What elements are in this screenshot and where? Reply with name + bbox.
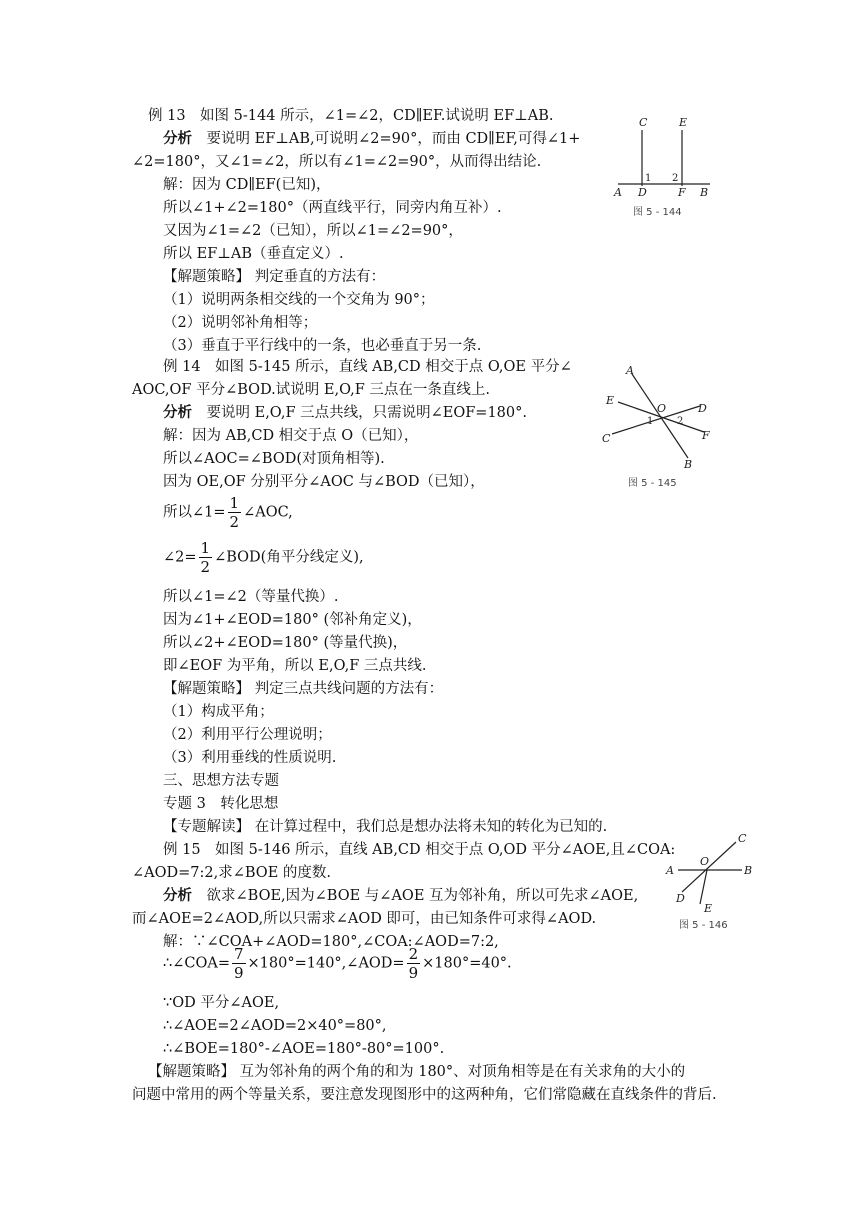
- line-text: 要说明 E,O,F 三点共线，只需说明∠EOF=180°.: [192, 405, 527, 421]
- text-line: [163, 610, 422, 630]
- line-text: 因为∠1+∠EOD=180° (邻补角定义)，: [163, 612, 422, 628]
- label-a: A: [614, 186, 622, 199]
- line-text: 即∠EOF 为平角，所以 E,O,F 三点共线.: [163, 658, 427, 674]
- text-line: [132, 152, 541, 172]
- label-d: D: [676, 892, 685, 905]
- label-f: F: [678, 186, 686, 199]
- line-text: ∴∠BOE=180°-∠AOE=180°-80°=100°.: [163, 1041, 445, 1057]
- denominator: 2: [229, 513, 240, 531]
- label-d: D: [638, 186, 647, 199]
- line-text: 解：因为 AB,CD 相交于点 O（已知），: [163, 428, 419, 444]
- label-c: C: [738, 832, 747, 845]
- fraction-half: [228, 494, 242, 531]
- figure-5-144: [610, 112, 715, 207]
- line-text: 【专题解读】 在计算过程中，我们总是想办法将未知的转化为已知的.: [163, 819, 608, 835]
- line-text: 【解题策略】 互为邻补角的两个角的和为 180°、对顶角相等是在有关求角的大小的: [148, 1064, 686, 1080]
- line-text: 【解题策略】 判定三点共线问题的方法有：: [163, 681, 444, 697]
- label-angle-2: 2: [672, 173, 679, 184]
- eq2-prefix: ∠2=: [163, 549, 197, 566]
- denominator: 2: [200, 558, 211, 576]
- caption-5-144: 图 5 - 144: [633, 207, 682, 218]
- text-line: [148, 1062, 685, 1082]
- label-c: C: [602, 432, 611, 445]
- line-text: ∠AOD=7:2,求∠BOE 的度数.: [132, 865, 331, 881]
- eq3-prefix: ∴∠COA=: [163, 955, 230, 972]
- line-text: 因为 OE,OF 分别平分∠AOC 与∠BOD（已知），: [163, 474, 485, 490]
- eq1-prefix: 所以∠1=: [163, 504, 226, 521]
- numerator: 2: [408, 945, 419, 963]
- eq2-suffix: ∠BOD(角平分线定义),: [214, 549, 364, 566]
- label-e: E: [606, 394, 615, 407]
- text-line: [163, 129, 580, 149]
- text-line: [148, 106, 554, 126]
- label-d: D: [698, 402, 707, 415]
- text-line: [163, 198, 502, 218]
- line-text: 专题 3 转化思想: [163, 796, 279, 812]
- fraction-half: [199, 539, 213, 576]
- text-line: [163, 656, 427, 676]
- text-line: [163, 748, 336, 768]
- line-text: 解：因为 CD∥EF(已知)，: [163, 177, 331, 193]
- text-line: [163, 633, 407, 653]
- eq3-suffix: ×180°=40°.: [422, 955, 512, 972]
- line-text: 【解题策略】 判定垂直的方法有：: [163, 269, 386, 285]
- line-text: 而∠AOE=2∠AOD,所以只需求∠AOD 即可，由已知条件可求得∠AOD.: [132, 911, 597, 927]
- analysis-label: 分析: [163, 404, 192, 421]
- line-text: 问题中常用的两个等量关系，要注意发现图形中的这两种角，它们常隐藏在直线条件的背后.: [132, 1087, 717, 1103]
- text-line: [163, 725, 332, 745]
- label-angle-1: 1: [645, 173, 652, 184]
- line-text: ∵OD 平分∠AOE,: [163, 995, 280, 1011]
- line-text: （1）说明两条相交线的一个交角为 90°；: [163, 292, 435, 308]
- text-line: [163, 267, 385, 287]
- line-text: 要说明 EF⊥AB,可说明∠2=90°，而由 CD∥EF,可得∠1+: [192, 131, 581, 147]
- label-b: B: [744, 864, 753, 877]
- equation-angle1: [163, 494, 293, 531]
- text-line: [132, 863, 331, 883]
- figure-5-145: [600, 362, 720, 474]
- numerator: 7: [233, 945, 244, 963]
- label-e: E: [679, 116, 688, 129]
- line-text: ∴∠AOE=2∠AOD=2×40°=80°,: [163, 1018, 387, 1034]
- text-line: [163, 771, 279, 791]
- line-text: 例 15 如图 5-146 所示，直线 AB,CD 相交于点 O,OD 平分∠AOE,且∠COA:: [163, 842, 676, 858]
- caption-5-145: 图 5 - 145: [628, 478, 677, 489]
- analysis-label: 分析: [163, 887, 192, 904]
- text-line: [163, 679, 443, 699]
- caption-5-146: 图 5 - 146: [679, 920, 728, 931]
- line-text: 解：∵∠COA+∠AOD=180°,∠COA:∠AOD=7:2,: [163, 934, 499, 950]
- line-text: 所以 EF⊥AB（垂直定义）.: [163, 246, 344, 262]
- text-line: [163, 449, 385, 469]
- text-line: [163, 472, 485, 492]
- text-line: [163, 886, 638, 906]
- analysis-label: 分析: [163, 130, 192, 147]
- line-text: ∠2=180°，又∠1=∠2，所以有∠1=∠2=90°，从而得出结论.: [132, 154, 542, 170]
- text-line: [163, 221, 463, 241]
- label-a: A: [626, 364, 634, 377]
- text-line: [163, 403, 527, 423]
- numerator: 1: [200, 539, 211, 557]
- text-line: [163, 426, 418, 446]
- line-text: 欲求∠BOE,因为∠BOE 与∠AOE 互为邻补角，所以可先求∠AOE,: [192, 888, 639, 904]
- text-line: [132, 1085, 717, 1105]
- line-text: （1）构成平角；: [163, 704, 274, 720]
- text-line: [163, 702, 274, 722]
- line-text: 例 13 如图 5-144 所示，∠1=∠2，CD∥EF.试说明 EF⊥AB.: [148, 108, 554, 124]
- label-b: B: [684, 458, 693, 471]
- label-e: E: [704, 902, 713, 914]
- eq1-suffix: ∠AOC,: [243, 504, 293, 521]
- fraction-two-ninths: [407, 945, 421, 982]
- line-text: 又因为∠1=∠2（已知），所以∠1=∠2=90°，: [163, 223, 463, 239]
- text-line: [132, 380, 490, 400]
- denominator: 9: [408, 964, 419, 982]
- equation-angle2: [163, 539, 364, 576]
- line-text: 例 14 如图 5-145 所示，直线 AB,CD 相交于点 O,OE 平分∠: [163, 359, 572, 375]
- label-a: A: [666, 864, 674, 877]
- text-line: [163, 1016, 387, 1036]
- line-text: （2）利用平行公理说明；: [163, 727, 332, 743]
- label-b: B: [700, 186, 709, 199]
- text-line: [163, 587, 339, 607]
- text-line: [163, 357, 572, 377]
- text-line: [163, 993, 279, 1013]
- text-line: [132, 909, 596, 929]
- line-text: 三、思想方法专题: [163, 773, 279, 789]
- text-line: [163, 1039, 444, 1059]
- label-o: O: [657, 402, 667, 415]
- label-f: F: [702, 429, 710, 442]
- denominator: 9: [233, 964, 244, 982]
- fraction-seven-ninths: [232, 945, 246, 982]
- line-text: 所以∠1+∠2=180°（两直线平行，同旁内角互补）.: [163, 200, 502, 216]
- text-line: [163, 817, 607, 837]
- line-text: （2）说明邻补角相等；: [163, 315, 318, 331]
- line-text: AOC,OF 平分∠BOD.试说明 E,O,F 三点在一条直线上.: [132, 382, 491, 398]
- figure-5-146: [660, 830, 760, 914]
- text-line: [163, 840, 675, 860]
- line-text: （3）垂直于平行线中的一条，也必垂直于另一条.: [163, 338, 482, 354]
- numerator: 1: [229, 494, 240, 512]
- line-text: 所以∠1=∠2（等量代换）.: [163, 589, 339, 605]
- line-text: 所以∠2+∠EOD=180° (等量代换)，: [163, 635, 408, 651]
- equation-coa-aod: [163, 945, 512, 982]
- text-line: [163, 175, 331, 195]
- line-text: （3）利用垂线的性质说明.: [163, 750, 337, 766]
- eq3-middle: ×180°=140°,∠AOD=: [247, 955, 405, 972]
- label-o: O: [700, 855, 710, 868]
- text-line: [163, 313, 317, 333]
- label-c: C: [639, 116, 648, 129]
- text-line: [163, 336, 481, 356]
- line-text: 所以∠AOC=∠BOD(对顶角相等).: [163, 451, 385, 467]
- text-line: [163, 290, 435, 310]
- text-line: [163, 794, 278, 814]
- label-angle-2: 2: [677, 416, 684, 427]
- text-line: [163, 244, 344, 264]
- label-angle-1: 1: [647, 416, 654, 427]
